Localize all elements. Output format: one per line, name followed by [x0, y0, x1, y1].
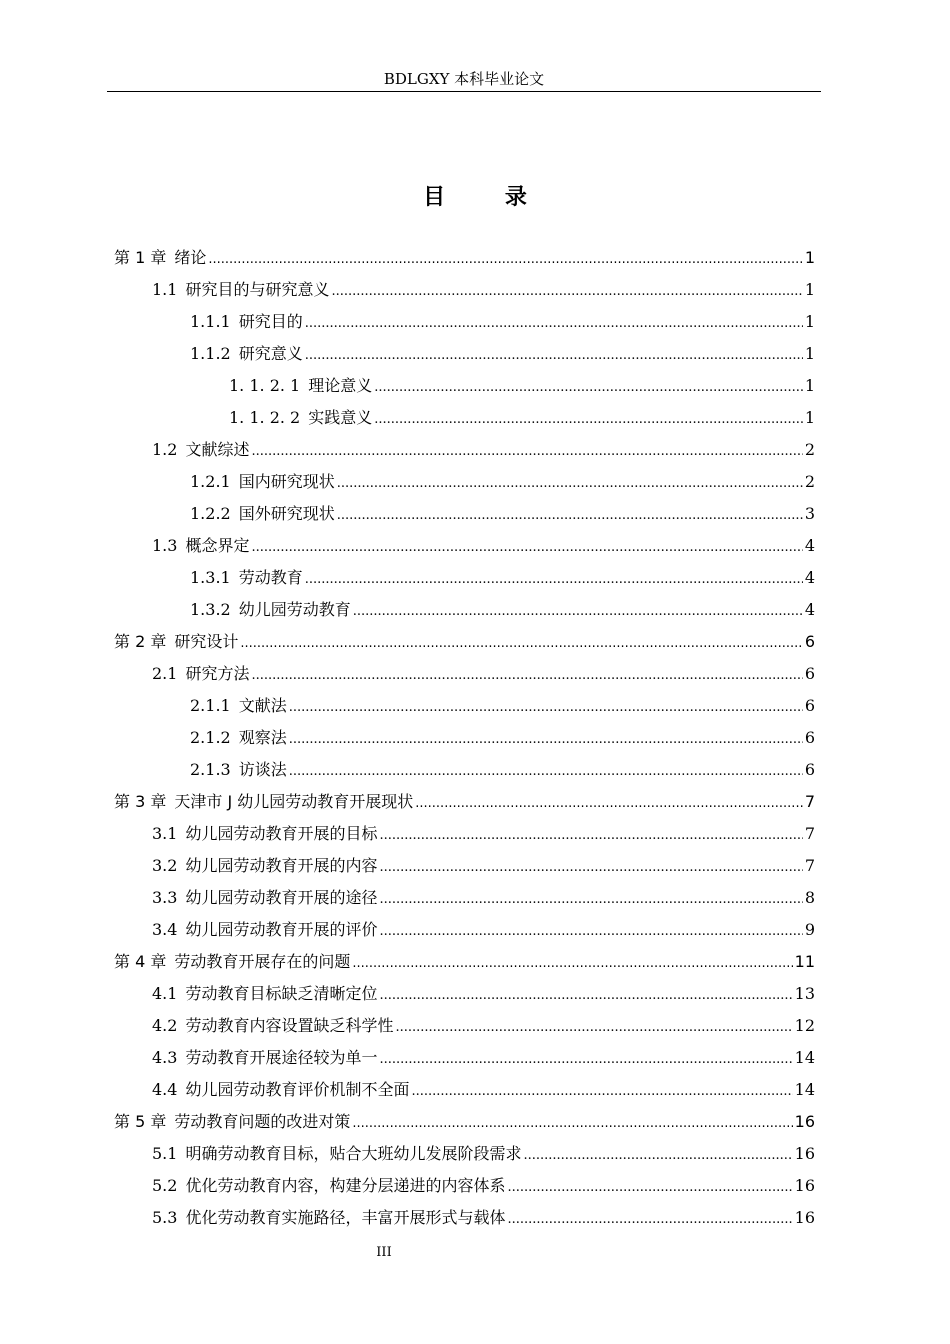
toc-leader-dots	[379, 884, 802, 916]
toc-entry-label: 劳动教育目标缺乏清晰定位	[185, 984, 378, 1003]
toc-entry[interactable]	[114, 978, 815, 1010]
toc-entry-label: 访谈法	[238, 760, 287, 779]
table-of-contents	[114, 242, 815, 1234]
toc-entry-label: 实践意义	[308, 408, 373, 427]
toc-entry-page: 1	[804, 344, 815, 363]
toc-entry[interactable]	[114, 1138, 815, 1170]
toc-entry-label: 文献法	[238, 696, 287, 715]
toc-entry-number: 1.3.2	[190, 600, 231, 619]
toc-entry-number: 第 2 章	[114, 632, 167, 651]
toc-entry-page: 1	[804, 376, 815, 395]
toc-entry-number: 1.3.1	[190, 568, 231, 587]
toc-entry[interactable]	[114, 722, 815, 754]
toc-leader-dots	[289, 756, 803, 788]
toc-entry-page: 13	[794, 984, 815, 1003]
toc-entry-page: 16	[794, 1144, 815, 1163]
toc-leader-dots	[411, 1076, 792, 1108]
toc-leader-dots	[289, 724, 803, 756]
toc-entry-page: 9	[804, 920, 815, 939]
toc-entry-page: 6	[804, 664, 815, 683]
toc-leader-dots	[305, 308, 803, 340]
toc-leader-dots	[352, 1108, 792, 1140]
toc-entry-number: 1.2	[152, 440, 178, 459]
toc-entry[interactable]	[114, 946, 815, 978]
toc-entry-page: 12	[794, 1016, 815, 1035]
toc-entry[interactable]	[114, 658, 815, 690]
toc-leader-dots	[523, 1140, 792, 1172]
toc-entry-page: 16	[794, 1176, 815, 1195]
toc-leader-dots	[251, 532, 802, 564]
toc-entry-page: 16	[794, 1208, 815, 1227]
toc-leader-dots	[337, 500, 803, 532]
toc-entry-number: 第 5 章	[114, 1112, 167, 1131]
toc-leader-dots	[251, 436, 802, 468]
toc-entry-label: 幼儿园劳动教育评价机制不全面	[185, 1080, 410, 1099]
toc-entry-label: 国内研究现状	[238, 472, 335, 491]
toc-entry-page: 7	[804, 824, 815, 843]
toc-entry-page: 7	[804, 856, 815, 875]
toc-entry-page: 14	[794, 1080, 815, 1099]
toc-entry-number: 1. 1. 2. 1	[229, 376, 301, 395]
toc-leader-dots	[208, 244, 802, 276]
running-header: BDLGXY 本科毕业论文	[383, 70, 545, 88]
toc-entry-page: 7	[804, 792, 815, 811]
toc-entry[interactable]	[114, 562, 815, 594]
toc-leader-dots	[353, 596, 803, 628]
toc-entry[interactable]	[114, 402, 815, 434]
toc-entry[interactable]	[114, 530, 815, 562]
header-rule	[107, 91, 821, 92]
toc-entry-number: 1.2.2	[190, 504, 231, 523]
toc-leader-dots	[331, 276, 802, 308]
toc-entry-number: 1.2.1	[190, 472, 231, 491]
toc-entry-page: 1	[804, 312, 815, 331]
toc-entry-number: 1. 1. 2. 2	[229, 408, 301, 427]
toc-entry-number: 2.1.2	[190, 728, 231, 747]
toc-leader-dots	[507, 1172, 792, 1204]
toc-entry-label: 幼儿园劳动教育	[238, 600, 351, 619]
toc-entry[interactable]	[114, 338, 815, 370]
toc-entry-number: 3.1	[152, 824, 178, 843]
toc-entry[interactable]	[114, 754, 815, 786]
toc-entry-number: 1.1.2	[190, 344, 231, 363]
toc-entry[interactable]	[114, 690, 815, 722]
toc-entry-label: 幼儿园劳动教育开展的目标	[185, 824, 378, 843]
toc-entry-label: 劳动教育开展存在的问题	[174, 952, 351, 971]
toc-leader-dots	[415, 788, 803, 820]
toc-entry-label: 劳动教育问题的改进对策	[174, 1112, 351, 1131]
toc-entry-number: 4.1	[152, 984, 178, 1003]
toc-entry-number: 2.1	[152, 664, 178, 683]
toc-leader-dots	[251, 660, 802, 692]
toc-entry-label: 理论意义	[308, 376, 373, 395]
toc-entry-page: 2	[804, 472, 815, 491]
toc-entry-label: 文献综述	[185, 440, 250, 459]
toc-entry-page: 6	[804, 696, 815, 715]
toc-entry[interactable]	[114, 306, 815, 338]
toc-entry[interactable]	[114, 1074, 815, 1106]
toc-entry-label: 研究设计	[174, 632, 239, 651]
toc-entry[interactable]	[114, 914, 815, 946]
toc-leader-dots	[374, 404, 803, 436]
toc-entry-number: 第 3 章	[114, 792, 167, 811]
toc-leader-dots	[379, 980, 792, 1012]
toc-entry[interactable]	[114, 1010, 815, 1042]
toc-leader-dots	[352, 948, 792, 980]
toc-entry-number: 第 1 章	[114, 248, 167, 267]
toc-entry-page: 16	[794, 1112, 815, 1131]
toc-entry-label: 研究目的	[238, 312, 303, 331]
toc-entry[interactable]	[114, 1106, 815, 1138]
toc-entry-label: 天津市 J 幼儿园劳动教育开展现状	[174, 792, 414, 811]
toc-entry-page: 11	[794, 952, 815, 971]
toc-entry-page: 6	[804, 728, 815, 747]
toc-entry[interactable]	[114, 434, 815, 466]
toc-entry[interactable]	[114, 850, 815, 882]
toc-entry-page: 1	[804, 280, 815, 299]
toc-entry[interactable]	[114, 1202, 815, 1234]
toc-entry-label: 研究方法	[185, 664, 250, 683]
toc-entry[interactable]	[114, 242, 815, 274]
toc-entry-number: 4.2	[152, 1016, 178, 1035]
toc-entry-number: 3.2	[152, 856, 178, 875]
toc-entry-label: 优化劳动教育实施路径，丰富开展形式与载体	[185, 1208, 506, 1227]
toc-entry-page: 1	[804, 408, 815, 427]
toc-entry-number: 1.1	[152, 280, 178, 299]
toc-entry-label: 劳动教育开展途径较为单一	[185, 1048, 378, 1067]
toc-entry-page: 14	[794, 1048, 815, 1067]
toc-entry-page: 6	[804, 760, 815, 779]
toc-entry-label: 研究意义	[238, 344, 303, 363]
toc-entry[interactable]	[114, 882, 815, 914]
toc-leader-dots	[379, 1044, 792, 1076]
toc-entry[interactable]	[114, 818, 815, 850]
toc-entry[interactable]	[114, 1170, 815, 1202]
toc-entry-number: 3.4	[152, 920, 178, 939]
toc-entry[interactable]	[114, 1042, 815, 1074]
toc-leader-dots	[337, 468, 803, 500]
toc-entry-number: 3.3	[152, 888, 178, 907]
toc-leader-dots	[305, 564, 803, 596]
toc-leader-dots	[374, 372, 803, 404]
toc-entry-number: 4.3	[152, 1048, 178, 1067]
toc-entry-label: 国外研究现状	[238, 504, 335, 523]
toc-entry-label: 绪论	[174, 248, 207, 267]
toc-leader-dots	[395, 1012, 792, 1044]
toc-entry-number: 第 4 章	[114, 952, 167, 971]
toc-entry-number: 2.1.3	[190, 760, 231, 779]
toc-entry-label: 幼儿园劳动教育开展的途径	[185, 888, 378, 907]
toc-leader-dots	[379, 820, 802, 852]
toc-entry[interactable]	[114, 626, 815, 658]
toc-entry-label: 优化劳动教育内容，构建分层递进的内容体系	[185, 1176, 506, 1195]
toc-title: 目 录	[423, 185, 553, 210]
toc-entry-number: 1.3	[152, 536, 178, 555]
toc-leader-dots	[305, 340, 803, 372]
toc-entry[interactable]	[114, 786, 815, 818]
toc-entry[interactable]	[114, 498, 815, 530]
toc-entry[interactable]	[114, 370, 815, 402]
toc-entry-label: 劳动教育内容设置缺乏科学性	[185, 1016, 394, 1035]
toc-entry-page: 4	[804, 568, 815, 587]
toc-entry-page: 3	[804, 504, 815, 523]
page-number: III	[376, 1245, 392, 1260]
toc-entry[interactable]	[114, 466, 815, 498]
toc-entry-label: 研究目的与研究意义	[185, 280, 330, 299]
toc-entry-number: 4.4	[152, 1080, 178, 1099]
toc-leader-dots	[379, 916, 802, 948]
toc-entry-page: 8	[804, 888, 815, 907]
toc-entry-label: 明确劳动教育目标，贴合大班幼儿发展阶段需求	[185, 1144, 522, 1163]
toc-entry-number: 1.1.1	[190, 312, 231, 331]
toc-entry-label: 观察法	[238, 728, 287, 747]
toc-leader-dots	[507, 1204, 792, 1236]
toc-entry-page: 2	[804, 440, 815, 459]
toc-entry-number: 2.1.1	[190, 696, 231, 715]
toc-entry-label: 概念界定	[185, 536, 250, 555]
toc-entry-label: 幼儿园劳动教育开展的内容	[185, 856, 378, 875]
toc-entry-number: 5.2	[152, 1176, 178, 1195]
toc-entry[interactable]	[114, 274, 815, 306]
toc-entry-page: 4	[804, 600, 815, 619]
toc-leader-dots	[379, 852, 802, 884]
toc-leader-dots	[289, 692, 803, 724]
toc-leader-dots	[240, 628, 802, 660]
toc-entry[interactable]	[114, 594, 815, 626]
toc-entry-label: 劳动教育	[238, 568, 303, 587]
toc-entry-number: 5.1	[152, 1144, 178, 1163]
toc-entry-label: 幼儿园劳动教育开展的评价	[185, 920, 378, 939]
toc-entry-number: 5.3	[152, 1208, 178, 1227]
toc-entry-page: 1	[804, 248, 815, 267]
toc-entry-page: 4	[804, 536, 815, 555]
toc-entry-page: 6	[804, 632, 815, 651]
